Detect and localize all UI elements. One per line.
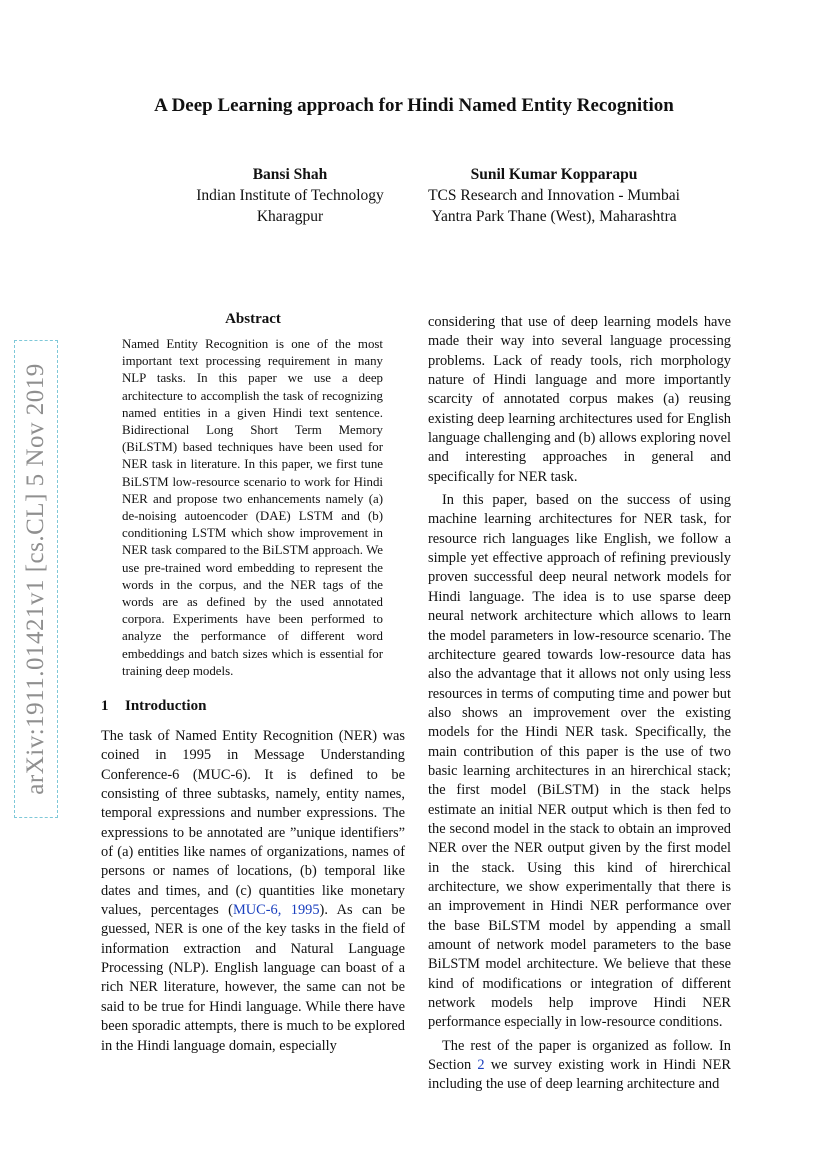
paragraph-text: The rest of the paper is organized as follow. In Section — [428, 1037, 731, 1074]
section-number: 1 — [101, 698, 109, 714]
paragraph-text-cont: ). As can be guessed, NER is one of the key tasks in the field of information extraction and Natural Language Processing (NLP). English language can boast of a rich NER literature, however, the same can not be said to be true for Hindi language. While there have been sporadic attempts, there is much to be explored in the Hindi language domain, especially — [101, 902, 405, 1054]
citation-link[interactable]: MUC-6, 1995 — [232, 902, 320, 919]
intro-paragraph-1-continued: considering that use of deep learning models have made their way into several language processing problems. Lack of ready tools, rich morphology nature of Hindi language and more importantly scarcity of annotated corpus makes (a) reusing existing deep learning architectures used for English language challenging and (b) allows exploring novel and interesting approaches in general and specifically for NER task. — [428, 314, 731, 485]
author-name: Sunil Kumar Kopparapu — [470, 166, 638, 183]
paper-title: A Deep Learning approach for Hindi Named Entity Recognition — [154, 95, 674, 116]
section-heading — [101, 698, 206, 715]
right-column — [428, 313, 731, 1095]
abstract-heading: Abstract — [225, 311, 281, 327]
paragraph-text-cont: we survey existing work in Hindi NER including the use of deep learning architecture and — [428, 1057, 732, 1093]
intro-paragraph-1 — [101, 727, 405, 1056]
arxiv-stamp — [14, 340, 58, 818]
author-affiliation-line: Indian Institute of Technology — [196, 187, 384, 204]
section-ref-link[interactable]: 2 — [477, 1057, 485, 1074]
section-title: Introduction — [125, 698, 207, 714]
author-affiliation-line: TCS Research and Innovation - Mumbai — [428, 187, 680, 204]
author-affiliation-line: Kharagpur — [256, 208, 324, 225]
abstract-text: Named Entity Recognition is one of the most important text processing requirement in many NLP tasks. In this paper we use a deep architecture to accomplish the task of recognizing named entities in a given Hindi text sentence. Bidirectional Long Short Term Memory (BiLSTM) based techniques have been used for NER task in literature. In this paper, we first tune BiLSTM low-resource scenario to work for Hindi NER and propose two enhancements namely (a) de-noising autoencoder (DAE) LSTM and (b) conditioning LSTM which show improvement in NER task compared to the BiLSTM approach. We use pre-trained word embedding to represent the words in the corpus, and the NER tags of the words are as defined by the used annotated corpora. Experiments have been performed to analyze the performance of different word embeddings and batch sizes which is essential for training deep models. — [122, 337, 383, 678]
author-name: Bansi Shah — [252, 166, 328, 183]
intro-paragraph-2: In this paper, based on the success of using machine learning architectures for NER task, for resource rich languages like English, we follow a simple yet effective approach of refining previously proven successful deep neural network models for Hindi language. The idea is to use sparse deep neural network architecture which allows to learn the model parameters in low-resource scenario. The architecture geared towards low-resource data has also the advantage that it allows not only using less resources in terms of computing time and power but also shows an improvement over the existing models for the Hindi NER task. Specifically, the main contribution of this paper is the use of two basic learning architectures in an hirerchical stack; the first model (BiLSTM) in the stack helps estimate an initial NER output which is then fed to the second model in the stack to obtain an improved NER over the NER output given by the first model in the stack. Using this kind of hirerchical architecture, we show experimentally that there is an improvement in Hindi NER performance over the base BiLSTM model by appending a small amount of network model parameters to the base BiLSTM model architecture. We believe that these kind of modifications or integration of different network models help improve Hindi NER performance especially in low-resource conditions. — [428, 492, 731, 1031]
left-column — [101, 727, 405, 1056]
paragraph-text: The task of Named Entity Recognition (NER) was coined in 1995 in Message Understanding Conference-6 (MUC-6). It is defined to be consisting of three subtasks, namely, entity names, temporal expressions and number expressions. The expressions to be annotated are ”unique identifiers” of (a) entities like names of organizations, names of persons or names of locations, (b) temporal like dates and times, and (c) quantities like monetary values, percentages ( — [101, 728, 405, 919]
author-block-2 — [404, 164, 704, 227]
author-affiliation-line: Yantra Park Thane (West), Maharashtra — [431, 208, 677, 225]
intro-paragraph-3 — [428, 1037, 731, 1095]
author-block-1 — [160, 164, 420, 227]
arxiv-stamp-text: arXiv:1911.01421v1 [cs.CL] 5 Nov 2019 — [22, 363, 49, 795]
